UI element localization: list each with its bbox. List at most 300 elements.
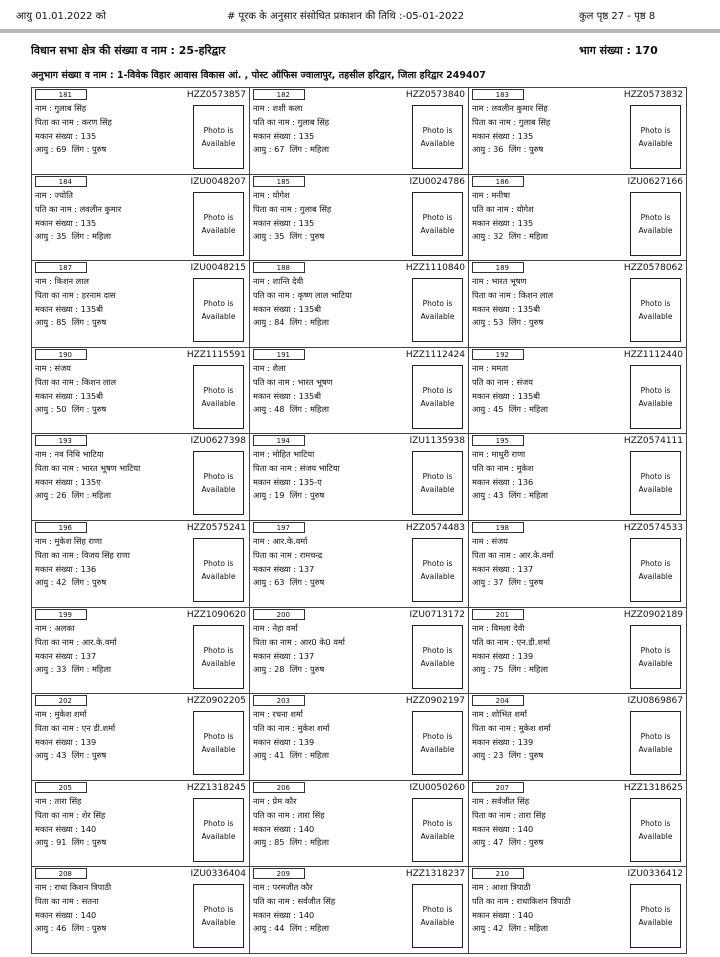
house-label: मकान संख्या : [35,563,79,574]
photo-placeholder [193,711,244,775]
house-number: 137 [80,650,97,661]
gender-label: लिंग : [289,576,308,587]
age-gender-line [253,750,329,761]
gender-value: महिला [529,230,549,241]
voter-card [469,867,687,954]
voter-card [469,175,687,262]
age-value: 53 [493,317,504,328]
photo-text: Available [420,831,455,841]
serial-number: 184 [35,176,87,187]
gender-value: पुरुष [92,750,107,761]
relation-name: संजय [516,376,533,387]
relation-line [472,550,554,561]
relation-label: पिता का नाम : [35,809,80,820]
relation-line [253,290,352,301]
gender-label: लिंग : [508,663,527,674]
publication-date: # पूरक के अनुसार संसोधित प्रकाशन की तिथि :-05-01-2022 [227,11,465,22]
voter-card [250,261,469,348]
voter-id: IZU0024786 [409,176,465,187]
relation-label: पति का नाम : [253,723,295,734]
photo-text: Photo is [640,905,671,915]
photo-placeholder [630,365,681,429]
age-value: 84 [274,317,285,328]
house-number: 139 [517,650,534,661]
name-line [35,276,89,287]
voter-card [250,88,469,175]
age-label: आयु : [253,403,272,414]
age-gender-line [472,231,548,242]
photo-text: Photo is [640,212,671,222]
photo-placeholder [193,278,244,342]
gender-label: लिंग : [508,490,527,501]
house-line [253,218,314,229]
relation-name: गुलाब सिंह [297,117,330,127]
voter-card [32,694,250,781]
relation-name: आर.के.वर्मा [518,549,554,560]
age-label: आयु : [472,576,491,587]
photo-placeholder [630,798,681,862]
house-number: 135बी [298,390,322,401]
name-line [35,882,111,893]
photo-text: Available [201,312,236,322]
name-label: नाम : [472,189,489,200]
house-line [253,737,314,748]
name-label: नाम : [472,535,489,546]
photo-placeholder [630,451,681,515]
name-line [35,363,71,374]
photo-text: Photo is [203,818,234,828]
serial-number: 208 [35,868,87,879]
voter-card [250,608,469,695]
relation-name: किशन लाल [81,376,117,387]
voter-id: IZU0336412 [627,869,683,880]
house-label: मकान संख्या : [35,131,79,141]
serial-number: 191 [253,349,305,360]
name-label: नाम : [35,449,52,460]
voter-id: IZU1135938 [409,436,465,447]
age-value: 28 [274,663,285,674]
voter-id: HZZ1318237 [405,869,465,880]
relation-name: आर0 के0 वर्मा [299,636,345,647]
photo-placeholder [630,192,681,256]
header-divider [0,29,720,33]
gender-value: महिला [310,317,330,328]
name-line [35,709,86,720]
photo-text: Photo is [203,472,234,482]
name-label: नाम : [472,795,489,806]
house-label: मकान संख्या : [253,477,297,488]
constituency-title: विधान सभा क्षेत्र की संख्या व नाम : 25-हरिद्वार [31,44,226,57]
house-line [472,651,533,662]
photo-text: Photo is [422,732,453,742]
house-label: मकान संख्या : [472,131,516,141]
age-value: 69 [56,144,67,154]
relation-name: लवलीन कुमार [79,203,122,214]
age-value: 67 [274,144,285,154]
gender-label: लिंग : [289,490,308,501]
age-label: आयु : [35,490,54,501]
age-gender-line [472,577,543,588]
age-gender-line [35,750,106,761]
relation-line [472,810,546,821]
voter-name: ज्योति [54,189,73,200]
relation-line [472,204,534,215]
photo-text: Available [420,485,455,495]
gender-label: लिंग : [71,663,90,674]
gender-value: पुरुष [310,490,325,501]
serial-number: 198 [472,522,524,533]
photo-placeholder [193,365,244,429]
voter-id: IZU0869867 [627,696,683,707]
house-number: 140 [80,823,97,834]
house-number: 140 [298,910,315,921]
house-number: 137 [517,563,534,574]
photo-text: Photo is [203,385,234,395]
house-line [472,737,533,748]
voter-card [469,781,687,868]
photo-text: Available [201,831,236,841]
voter-name: किशन लाल [54,276,89,287]
house-label: मकान संख्या : [35,477,79,488]
name-line [253,276,303,287]
photo-text: Photo is [422,385,453,395]
age-gender-line [35,577,106,588]
age-label: आयु : [35,923,54,934]
voter-card [250,694,469,781]
name-label: नाम : [35,276,52,287]
name-label: नाम : [253,622,270,633]
serial-number: 187 [35,262,87,273]
photo-text: Photo is [203,558,234,568]
age-label: आयु : [35,230,54,241]
voter-grid [31,87,687,954]
voter-card [32,434,250,521]
photo-placeholder [193,884,244,948]
name-line [472,536,508,547]
photo-placeholder [193,192,244,256]
relation-label: पति का नाम : [472,203,514,214]
photo-placeholder [412,798,463,862]
age-value: 91 [56,836,67,847]
relation-name: सतना [81,896,99,907]
voter-id: HZZ1318625 [623,782,683,793]
voter-card [469,521,687,608]
gender-value: पुरुष [92,144,107,154]
name-label: नाम : [35,362,52,373]
age-value: 42 [493,923,504,934]
age-value: 36 [493,144,504,154]
voter-card [250,175,469,262]
name-label: नाम : [253,709,270,720]
house-number: 136 [80,563,97,574]
photo-text: Available [638,398,673,408]
age-value: 63 [274,576,285,587]
age-label: आयु : [35,750,54,761]
gender-label: लिंग : [508,576,527,587]
name-line [35,796,81,807]
gender-value: पुरुष [92,576,107,587]
voter-id: HZZ0574533 [623,522,683,533]
relation-label: पिता का नाम : [253,549,298,560]
relation-label: पति का नाम : [253,809,295,820]
relation-line [472,463,533,474]
photo-text: Available [420,745,455,755]
serial-number: 197 [253,522,305,533]
serial-number: 189 [472,262,524,273]
house-label: मकान संख्या : [35,304,79,315]
relation-line [253,117,329,128]
name-line [35,449,104,460]
photo-text: Available [420,225,455,235]
age-value: 32 [493,230,504,241]
relation-line [35,463,140,474]
age-gender-line [253,231,324,242]
age-value: 75 [493,663,504,674]
house-line [35,218,96,229]
voter-name: नव निधि भाटिया [54,449,104,460]
age-gender-line [472,490,548,501]
photo-text: Photo is [422,126,453,135]
age-value: 23 [493,750,504,761]
photo-text: Photo is [640,385,671,395]
photo-text: Photo is [640,126,671,135]
serial-number: 203 [253,695,305,706]
name-label: नाम : [253,276,270,287]
voter-id: IZU0048207 [190,176,246,187]
voter-name: शान्ति देवी [272,276,304,287]
house-label: मकान संख्या : [472,477,516,488]
house-label: मकान संख्या : [35,910,79,921]
photo-text: Photo is [422,558,453,568]
serial-number: 183 [472,89,524,100]
age-label: आयु : [35,403,54,414]
gender-value: महिला [529,663,549,674]
age-gender-line [35,231,111,242]
photo-text: Available [638,312,673,322]
voter-id: IZU0048215 [190,263,246,274]
serial-number: 201 [472,609,524,620]
age-value: 44 [274,923,285,934]
photo-text: Photo is [203,212,234,222]
gender-value: पुरुष [92,317,107,328]
voter-card [469,694,687,781]
voter-card [32,521,250,608]
age-gender-line [253,317,329,328]
name-line [253,190,290,201]
relation-line [35,810,105,821]
house-number: 135बी [517,304,541,315]
relation-line [253,637,345,648]
relation-line [35,377,116,388]
relation-name: राधाकिशन त्रिपाठी [516,896,571,907]
relation-label: पति का नाम : [253,117,295,127]
voter-name: शशी कला [272,103,303,113]
photo-placeholder [630,711,681,775]
photo-text: Photo is [640,818,671,828]
gender-value: महिला [529,490,549,501]
photo-placeholder [412,884,463,948]
serial-number: 186 [472,176,524,187]
photo-placeholder [630,278,681,342]
serial-number: 188 [253,262,305,273]
name-label: नाम : [472,276,489,287]
voter-card [32,781,250,868]
serial-number: 202 [35,695,87,706]
age-value: 85 [274,836,285,847]
house-line [35,824,96,835]
relation-name: मुकेश [516,463,534,474]
name-label: नाम : [253,189,270,200]
photo-placeholder [630,625,681,689]
voter-id: HZZ0902205 [186,696,246,707]
house-label: मकान संख्या : [253,304,297,315]
photo-text: Available [638,225,673,235]
photo-text: Available [201,571,236,581]
relation-line [472,723,551,734]
voter-card [469,88,687,175]
voter-id: HZZ0573840 [405,90,465,100]
house-line [472,131,533,142]
relation-label: पति का नाम : [253,290,295,301]
gender-label: लिंग : [71,836,90,847]
age-gender-line [35,837,106,848]
relation-name: तारा सिंह [518,809,546,820]
relation-name: गुलाब सिंह [299,203,332,214]
photo-placeholder [630,538,681,602]
house-number: 135 [80,131,97,141]
age-value: 35 [274,230,285,241]
relation-line [35,204,121,215]
age-label: आयु : [253,230,272,241]
photo-text: Photo is [640,299,671,309]
photo-placeholder [193,798,244,862]
voter-name: अलका [54,622,75,633]
relation-name: भारत भूषण भाटिया [81,463,141,474]
relation-line [472,377,533,388]
relation-line [35,723,115,734]
age-gender-line [35,144,106,155]
house-number: 136 [517,477,534,488]
voter-name: मनीषा [491,189,510,200]
age-value: 43 [56,750,67,761]
relation-label: पिता का नाम : [35,896,80,907]
house-number: 139 [517,737,534,748]
voter-id: HZZ0573832 [623,90,683,100]
house-label: मकान संख्या : [35,823,79,834]
name-label: नाम : [35,189,52,200]
relation-name: विजय सिंह राणा [81,549,130,560]
relation-label: पति का नाम : [472,463,514,474]
house-label: मकान संख्या : [253,737,297,748]
photo-text: Available [420,918,455,928]
serial-number: 206 [253,782,305,793]
relation-label: पिता का नाम : [253,463,298,474]
gender-label: लिंग : [289,403,308,414]
relation-line [253,463,340,474]
house-line [35,304,103,315]
name-line [472,623,524,634]
age-gender-line [253,837,329,848]
age-value: 85 [56,317,67,328]
relation-label: पिता का नाम : [472,290,517,301]
relation-label: पिता का नाम : [35,636,80,647]
voter-id: HZZ0578062 [623,263,683,274]
gender-label: लिंग : [508,317,527,328]
photo-text: Available [420,658,455,668]
voter-card [469,261,687,348]
name-line [253,363,286,374]
voter-card [469,434,687,521]
gender-label: लिंग : [508,923,527,934]
house-number: 135 [298,131,315,141]
photo-text: Available [638,571,673,581]
relation-label: पिता का नाम : [472,809,517,820]
relation-label: पिता का नाम : [35,463,80,474]
voter-name: गुलाब सिंह [54,103,87,113]
voter-id: HZZ1110840 [405,263,465,274]
name-label: नाम : [253,882,270,893]
house-number: 135बी [80,390,104,401]
photo-placeholder [193,538,244,602]
relation-label: पति का नाम : [472,896,514,907]
relation-label: पिता का नाम : [35,723,80,734]
relation-label: पति का नाम : [472,636,514,647]
gender-value: पुरुष [529,576,544,587]
photo-text: Photo is [203,732,234,742]
name-label: नाम : [35,795,52,806]
gender-value: महिला [310,836,330,847]
gender-label: लिंग : [289,144,308,154]
age-label: आयु : [35,144,54,154]
photo-text: Photo is [203,299,234,309]
age-label: आयु : [253,750,272,761]
serial-number: 182 [253,89,305,100]
name-line [35,190,73,201]
photo-text: Available [201,139,236,148]
voter-card [469,348,687,435]
gender-label: लिंग : [71,317,90,328]
photo-text: Available [420,139,455,148]
relation-name: योगेश [516,203,534,214]
photo-text: Photo is [640,558,671,568]
voter-name: भारत भूषण [491,276,527,287]
gender-value: महिला [310,923,330,934]
age-gender-line [253,404,329,415]
gender-label: लिंग : [289,923,308,934]
house-label: मकान संख्या : [472,217,516,228]
voter-id: HZZ1115591 [186,349,246,360]
age-value: 45 [493,403,504,414]
age-label: आयु : [472,663,491,674]
age-label: आयु : [253,490,272,501]
age-gender-line [472,750,543,761]
gender-label: लिंग : [71,576,90,587]
relation-line [472,117,550,128]
serial-number: 194 [253,435,305,446]
name-line [472,796,529,807]
photo-text: Photo is [203,126,234,135]
gender-label: लिंग : [508,836,527,847]
house-label: मकान संख्या : [472,650,516,661]
name-label: नाम : [253,449,270,460]
voter-name: योगेश [272,189,290,200]
relation-line [253,896,335,907]
photo-text: Available [201,745,236,755]
age-label: आयु : [472,403,491,414]
gender-value: महिला [310,403,330,414]
voter-card [32,261,250,348]
voter-name: आशा त्रिपाठी [491,882,531,893]
